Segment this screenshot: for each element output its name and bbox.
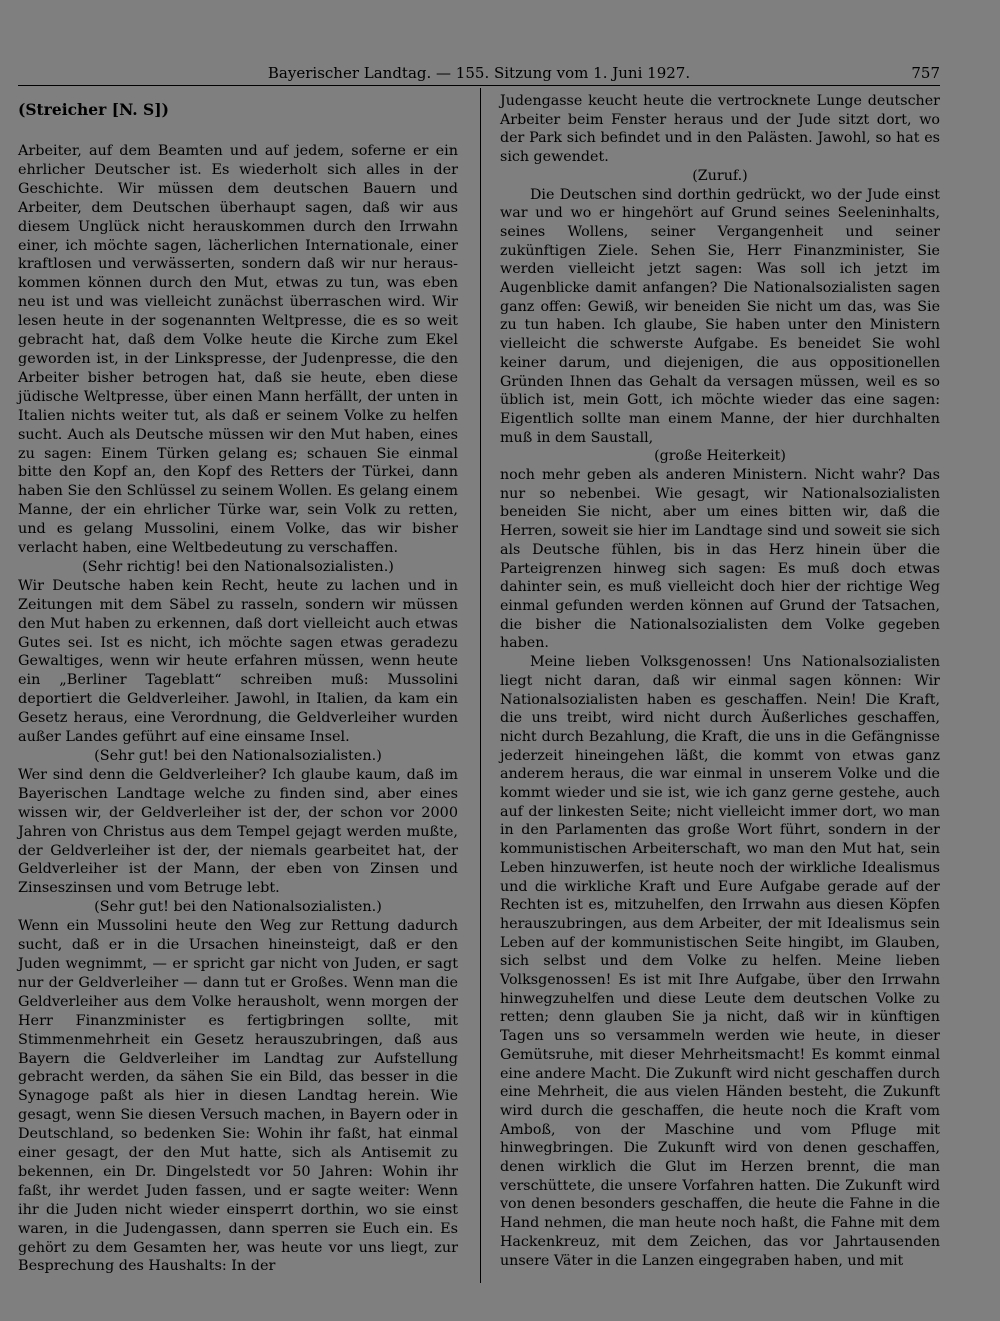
right-column	[500, 92, 940, 1270]
header-title: Bayerischer Landtag. — 155. Sitzung vom 1. Juni 1927.	[267, 64, 691, 82]
page-header	[18, 62, 940, 84]
column-divider	[480, 88, 481, 1283]
interjection: (Sehr gut! bei den Nationalsozialisten.)	[94, 748, 382, 764]
paragraph: Wenn ein Mussolini heute den Weg zur Rettung dadurch sucht, daß er in die Ursachen hineinsteigt, daß er den Juden wegnimmt, — er spricht gar nicht von Juden, er sagt nur der Geldverleiher — dann tut er Großes. Wenn man die Geldverleiher aus dem Volke herausholt, wenn morgen der Herr Finanzminister es fertigbringen sollte, mit Stimmenmehrheit ein Gesetz herauszubringen, daß aus Bayern die Geldverleiher im Landtag zur Aufstellung gebracht werden, da sähen Sie ein Bild, das besser in die Synagoge paßt als hier in diesen Landtag herein. Wie gesagt, wenn Sie diesen Versuch machen, in Bayern oder in Deutschland, so bedenken Sie: Wohin ihr faßt, hat einmal einer gesagt, der den Mut hatte, sich als Antisemit zu bekennen, ein Dr. Dingelstedt vor 50 Jahren: Wohin ihr faßt, ihr werdet Juden fassen, und er sagte weiter: Wenn ihr die Juden nicht wieder einsperrt dorthin, wo sie einst waren, in die Judengassen, dann sperren sie Euch ein. Es gehört zu dem Gesamten her, was heute vor uns liegt, zur Besprechung des Haushalts: In der	[18, 918, 458, 1275]
paragraph: Wer sind denn die Geldverleiher? Ich glaube kaum, daß im Bayerischen Landtage welche zu finden sind, aber eines wissen wir, der Geldverleiher ist der, der schon vor 2000 Jahren von Christus aus dem Tempel gejagt werden mußte, der Geldverleiher ist der, der niemals gearbeitet hat, der Geldverleiher ist der Mann, der eben von Zinsen und Zinseszinsen und vom Betruge lebt.	[18, 766, 458, 897]
paragraph: Wir Deutsche haben kein Recht, heute zu lachen und in Zeitungen mit dem Säbel zu rasseln, sondern wir müssen den Mut haben zu erkennen, daß dort vielleicht auch etwas Gutes sei. Ist es nicht, ich möchte sagen etwas geradezu Gewaltiges, wenn wir heute erfahren müssen, wenn heute ein „Berliner Tageblatt“ schreiben muß: Mussolini deportiert die Geldverleiher. Jawohl, in Italien, da kam ein Gesetz heraus, eine Verordnung, die Geldverleiher wurden außer Landes geführt auf eine einsame Insel.	[18, 577, 458, 746]
paragraph: Meine lieben Volksgenossen! Uns Nationalsozialisten liegt nicht daran, daß wir einmal sagen können: Wir Nationalsozialisten haben es geschaffen. Nein! Die Kraft, die uns treibt, wird nicht durch Äußerliches geschaffen, nicht durch Bezahlung, die Kraft, die uns in die Gefängnisse jederzeit hineingehen läßt, die kommt von etwas ganz anderem heraus, die war einmal in unserem Volke und die kommt wieder und sie ist, wie ich ganz gerne gestehe, auch auf der linkesten Seite; nicht vielleicht immer dort, wo man in den Parlamenten das große Wort führt, sondern in der kommunistischen Arbeiterschaft, wo man den Mut hat, sein Leben hinzuwerfen, ist heute noch der wirkliche Idealismus und die wirkliche Kraft und Eure Aufgabe gerade auf der Rechten ist es, mitzuhelfen, den Irrwahn aus diesen Köpfen herauszubringen, aus dem Arbeiter, der mit Idealismus sein Leben auf der kommunistischen Seite hingibt, im Glauben, sich selbst und dem Volke zu helfen. Meine lieben Volksgenossen! Es ist mit Ihre Aufgabe, über den Irrwahn hinwegzuhelfen und diese Leute dem deutschen Volke zu retten; denn glauben Sie ja nicht, daß wir in künftigen Tagen uns so versammeln werden wie heute, in dieser Gemütsruhe, mit dieser Mehrheitsmacht! Es kommt einmal eine andere Macht. Die Zukunft wird nicht geschaffen durch eine Mehrheit, die aus vielen Händen besteht, die Zukunft wird durch die geschaffen, die heute noch die Kraft vom Amboß, von der Maschine und vom Pfluge mit hinwegbringen. Die Zukunft wird von denen geschaffen, denen wirklich die Glut im Herzen brennt, die man verschüttete, die unsere Vorfahren hatten. Die Zukunft wird von denen besonders geschaffen, die heute die Fahne in die Hand nehmen, die man heute noch haßt, die Fahne mit dem Hackenkreuz, mit dem Zeichen, das vor Jahrtausenden unsere Väter in die Lanzen eingegraben haben, und mit	[500, 654, 940, 1269]
paragraph: Arbeiter, auf dem Beamten und auf jedem, soferne er ein ehrlicher Deutscher ist. Es wiederholt sich alles in der Geschichte. Wir müssen dem deutschen Bauern und Arbeiter, dem Deutschen überhaupt sagen, daß wir aus diesem Unglück nicht herauskommen durch den Irrwahn einer, ich möchte sagen, lächerlichen Internationale, einer kraftlosen und verwässerten, sondern daß wir nur heraus-kommen können durch den Mut, etwas zu tun, was eben neu ist und was vielleicht zunächst überraschen wird. Wir lesen heute in der sogenannten Weltpresse, die es so weit gebracht hat, daß dem Volke heute die Kirche zum Ekel geworden ist, in der Linkspresse, der Judenpresse, die den Arbeiter bisher betrogen hat, daß sie heute, eben diese jüdische Weltpresse, über einen Mann herfällt, der unten in Italien nichts weiter tut, als daß er seinem Volke zu helfen sucht. Auch als Deutsche müssen wir den Mut haben, eines zu sagen: Einem Türken gelang es; schauen Sie einmal bitte den Kopf an, den Kopf des Retters der Türkei, dann haben Sie den Schlüssel zu seinem Wollen. Es gelang einem Manne, der ein ehrlicher Türke war, sein Volk zu retten, und es gelang Mussolini, einem Volke, das wir bisher verlacht haben, eine Weltbedeutung zu verschaffen.	[18, 143, 458, 557]
paragraph: Judengasse keucht heute die vertrocknete Lunge deutscher Arbeiter beim Fenster heraus und der Jude sitzt dort, wo der Park sich befindet und in den Palästen. Jawohl, so hat es sich gewendet.	[500, 93, 940, 166]
speaker-label: (Streicher [N. S])	[18, 100, 169, 119]
page-number: 757	[911, 64, 940, 82]
paragraph: Die Deutschen sind dorthin gedrückt, wo der Jude einst war und wo er hingehört auf Grund seines Seeleninhalts, seines Wollens, seiner Vergangenheit und seiner zukünftigen Ziele. Sehen Sie, Herr Finanzminister, Sie werden vielleicht jetzt sagen: Was soll ich jetzt im Augenblicke damit anfangen? Die Nationalsozialisten sagen ganz offen: Gewiß, wir beneiden Sie nicht um das, was Sie zu tun haben. Ich glaube, Sie haben unter den Ministern vielleicht die schwerste Aufgabe. Es beneidet Sie wohl keiner darum, und diejenigen, die aus oppositionellen Gründen Ihnen das Gehalt da versagen müssen, weil es so üblich ist, mein Gott, ich möchte wieder das eine sagen: Eigentlich sollte man einem Manne, der hier durchhalten muß in dem Saustall,	[500, 186, 940, 446]
interjection: (Sehr gut! bei den Nationalsozialisten.)	[94, 899, 382, 916]
interjection: (große Heiterkeit)	[654, 448, 786, 465]
interjection: (Sehr richtig! bei den Nationalsozialisten.)	[82, 558, 394, 575]
left-column	[18, 92, 458, 1276]
header-rule	[18, 85, 940, 86]
paragraph: noch mehr geben als anderen Ministern. Nicht wahr? Das nur so nebenbei. Wie gesagt, wir Nationalsozialisten beneiden Sie nicht, aber um eines bitten wir, daß die Herren, soweit sie hier im Landtage sind und soweit sie sich als Deutsche fühlen, bis in das Herz hinein über die Parteigrenzen hinweg sich sagen: Es muß doch etwas dahinter sein, es muß vielleicht doch hier der richtige Weg einmal gefunden werden können auf Grund der Tatsachen, die bisher die Nationalsozialisten dem Volke gegeben haben.	[500, 467, 940, 652]
interjection: (Zuruf.)	[692, 167, 748, 184]
